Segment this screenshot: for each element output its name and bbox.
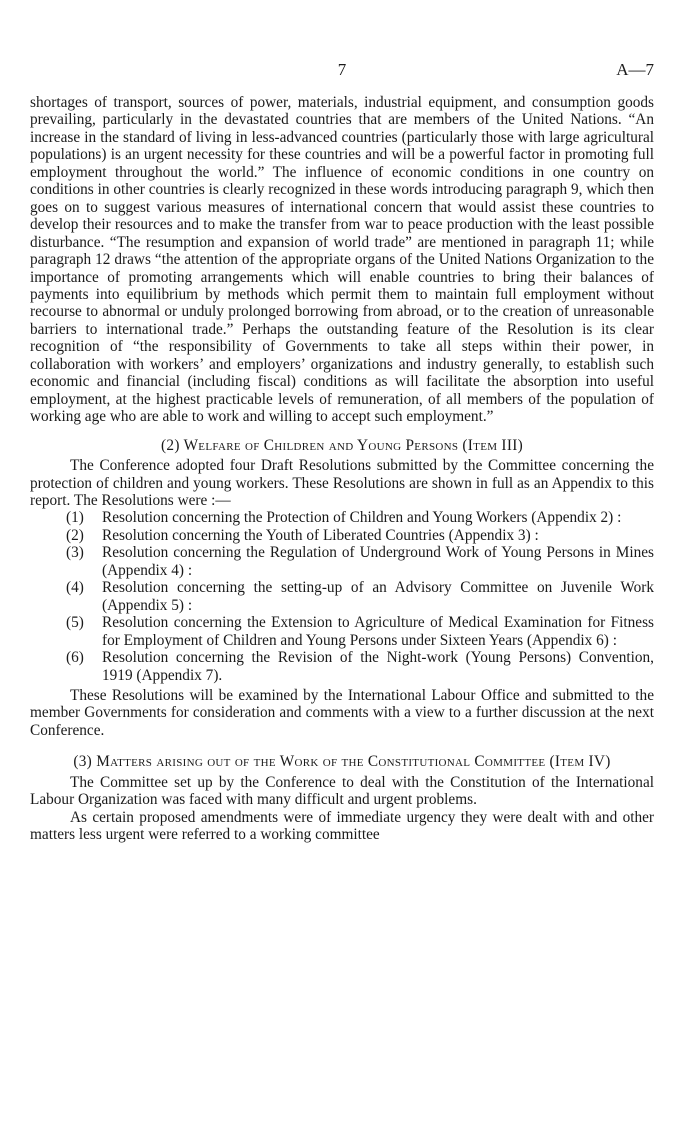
resolution-text: Resolution concerning the Revision of the Night-work (Young Persons) Convention, 1919 (Appendix 7). <box>102 649 654 684</box>
resolution-item <box>66 649 654 684</box>
section-2-heading: (2) Welfare of Children and Young Persons (Item III) <box>160 436 524 454</box>
document-body <box>30 94 654 844</box>
resolution-text: Resolution concerning the Extension to Agriculture of Medical Examination for Fitness for Employment of Children and Young Persons under Sixteen Years (Appendix 6) : <box>102 614 654 649</box>
resolution-item <box>66 544 654 579</box>
resolution-item <box>66 579 654 614</box>
page-reference: A—7 <box>616 60 654 79</box>
resolution-number: (5) <box>66 614 84 632</box>
resolution-number: (2) <box>66 526 84 544</box>
opening-paragraph: shortages of transport, sources of power, materials, industrial equipment, and consumption goods prevailing, particularly in the devastated countries that are members of the United Nations. “An increase in the standard of living in less-advanced countries (particularly those with large agricultural populations) is an urgent necessity for these countries and will be a powerful factor in promoting full employment throughout the world.” The influence of economic conditions in one country on conditions in other countries is clearly recognized in these words introducing paragraph 9, which then goes on to suggest various measures of international concern that would assist these countries to develop their resources and to make the transfer from war to peace production with the least possible disturbance. “The resumption and expansion of world trade” are mentioned in paragraph 11; while paragraph 12 draws “the attention of the appropriate organs of the United Nations Organization to the importance of promoting arrangements which will enable countries to bring their balances of payments into equilibrium by methods which permit them to maintain full employment without recourse to abnormal or unduly prolonged borrowing from abroad, or to the creation of unreasonable barriers to international trade.” Perhaps the outstanding feature of the Resolution is its clear recognition of “the responsibility of Governments to take all steps within their power, in collaboration with workers’ and employers’ organizations and industry generally, to establish such economic and financial (including fiscal) conditions as will facilitate the absorption into useful employment, at the highest practicable levels of remuneration, of all members of the population of working age who are able to work and willing to accept such employment.” <box>30 94 654 426</box>
resolutions-list <box>30 509 654 684</box>
section-3-paragraph: As certain proposed amendments were of immediate urgency they were dealt with and other matters less urgent were referred to a working committee <box>30 808 654 844</box>
resolution-text: Resolution concerning the Protection of Children and Young Workers (Appendix 2) : <box>102 509 622 527</box>
page-header <box>30 60 654 84</box>
resolution-number: (1) <box>66 509 84 527</box>
resolution-number: (4) <box>66 579 84 597</box>
resolution-text: Resolution concerning the Regulation of Underground Work of Young Persons in Mines (Appendix 4) : <box>102 544 654 579</box>
resolution-item <box>66 526 654 544</box>
resolution-text: Resolution concerning the setting-up of an Advisory Committee on Juvenile Work (Appendix 5) : <box>102 579 654 614</box>
section-3-heading: (3) Matters arising out of the Work of the Constitutional Committee (Item IV) <box>73 753 611 771</box>
resolution-number: (3) <box>66 544 84 562</box>
section-2-closing: These Resolutions will be examined by the International Labour Office and submitted to the member Governments for consideration and comments with a view to a further discussion at the next Conference. <box>30 686 654 739</box>
resolution-number: (6) <box>66 649 84 667</box>
document-page <box>30 0 654 1135</box>
resolution-text: Resolution concerning the Youth of Liberated Countries (Appendix 3) : <box>102 526 539 544</box>
resolution-item <box>66 614 654 649</box>
section-3-paragraph: The Committee set up by the Conference to deal with the Constitution of the International Labour Organization was faced with many difficult and urgent problems. <box>30 773 654 809</box>
section-2-intro: The Conference adopted four Draft Resolutions submitted by the Committee concerning the protection of children and young workers. These Resolutions are shown in full as an Appendix to this report. The Resolutions were :— <box>30 457 654 509</box>
page-number: 7 <box>337 60 347 79</box>
resolution-item <box>66 509 654 527</box>
